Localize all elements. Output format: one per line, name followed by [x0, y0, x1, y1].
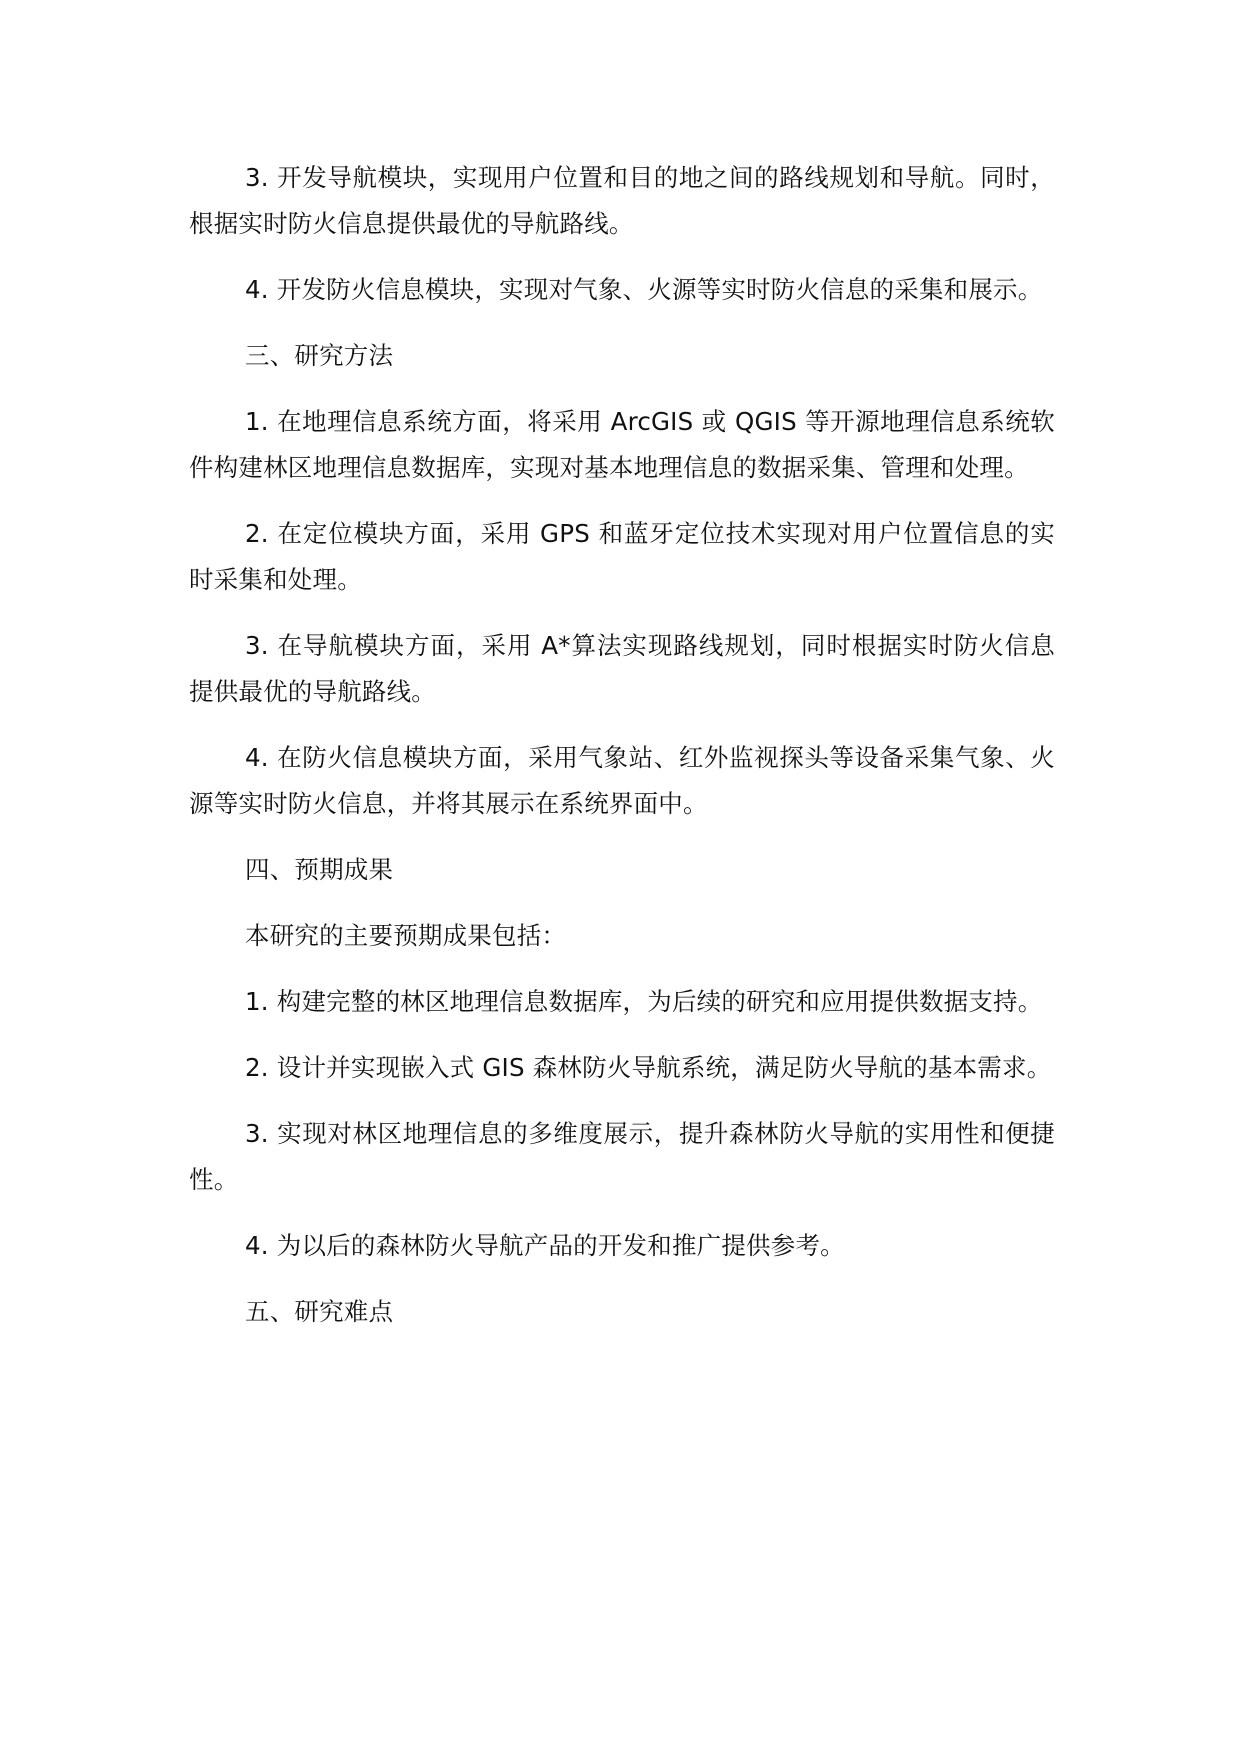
paragraph-nav-module: 3. 开发导航模块，实现用户位置和目的地之间的路线规划和导航。同时，根据实时防火信息提供最优的导航路线。: [189, 163, 1055, 238]
paragraph-result-display: 3. 实现对林区地理信息的多维度展示，提升森林防火导航的实用性和便捷性。: [189, 1119, 1055, 1194]
paragraph-method-navigation: 3. 在导航模块方面，采用 A*算法实现路线规划，同时根据实时防火信息提供最优的导航路线。: [189, 631, 1055, 706]
paragraph-result-database: 1. 构建完整的林区地理信息数据库，为后续的研究和应用提供数据支持。: [245, 987, 1043, 1016]
document-body: [189, 155, 1055, 1355]
paragraph-results-intro: 本研究的主要预期成果包括：: [245, 921, 567, 950]
paragraph-method-fire-info: 4. 在防火信息模块方面，采用气象站、红外监视探头等设备采集气象、火源等实时防火信息，并将其展示在系统界面中。: [189, 743, 1055, 818]
paragraph-fire-info-module: 4. 开发防火信息模块，实现对气象、火源等实时防火信息的采集和展示。: [245, 275, 1043, 304]
section-heading-expected-results: 四、预期成果: [245, 855, 394, 884]
section-heading-research-difficulties: 五、研究难点: [245, 1297, 394, 1326]
paragraph-method-gis: 1. 在地理信息系统方面，将采用 ArcGIS 或 QGIS 等开源地理信息系统软件构建林区地理信息数据库，实现对基本地理信息的数据采集、管理和处理。: [189, 407, 1055, 482]
paragraph-result-system: 2. 设计并实现嵌入式 GIS 森林防火导航系统，满足防火导航的基本需求。: [245, 1053, 1052, 1082]
section-heading-research-methods: 三、研究方法: [245, 341, 394, 370]
paragraph-method-positioning: 2. 在定位模块方面，采用 GPS 和蓝牙定位技术实现对用户位置信息的实时采集和处理。: [189, 519, 1055, 594]
paragraph-result-reference: 4. 为以后的森林防火导航产品的开发和推广提供参考。: [245, 1231, 845, 1260]
